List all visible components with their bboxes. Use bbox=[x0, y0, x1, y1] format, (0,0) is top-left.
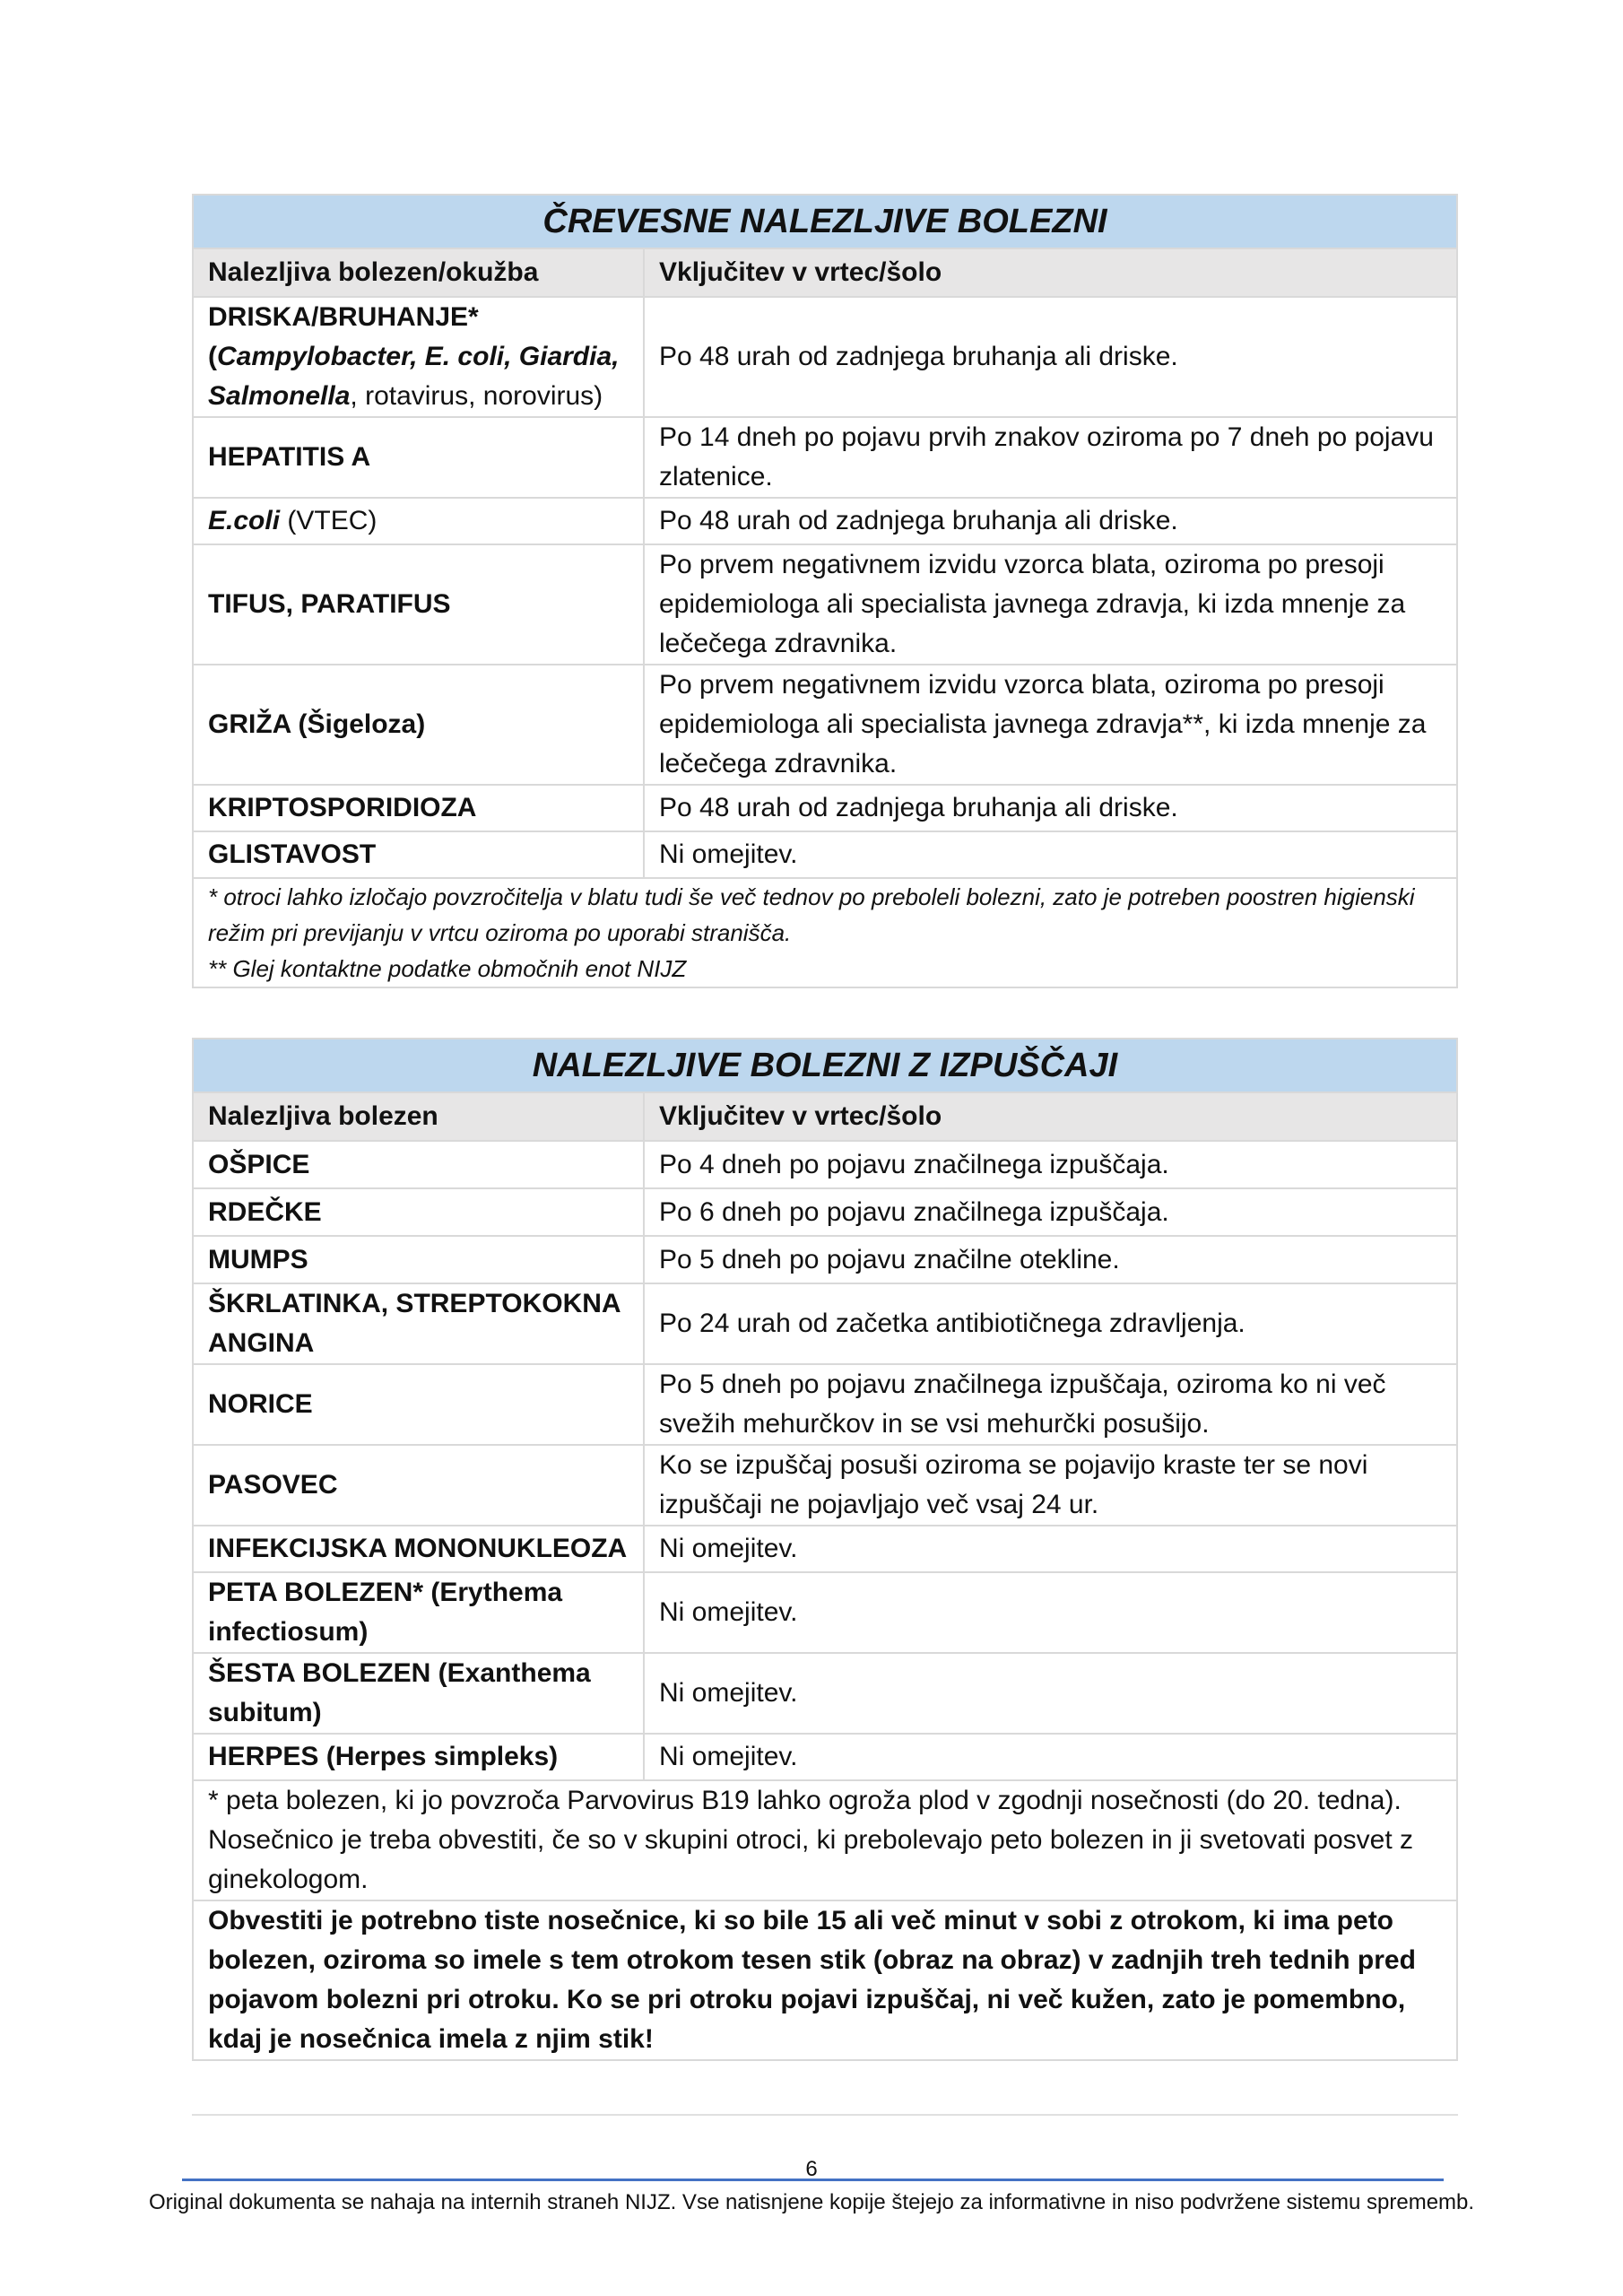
page-number: 6 bbox=[805, 2157, 818, 2181]
disease-name: OŠPICE bbox=[193, 1141, 644, 1188]
table-row bbox=[193, 1236, 1457, 1283]
disease-name: PETA BOLEZEN* (Erythema infectiosum) bbox=[193, 1572, 644, 1653]
disease-name: GLISTAVOST bbox=[193, 831, 644, 878]
table-row bbox=[193, 1734, 1457, 1780]
table-row bbox=[193, 498, 1457, 544]
inclusion-rule: Po prvem negativnem izvidu vzorca blata, oziroma po presoji epidemiologa ali specialista javnega zdravja, ki izda mnenje za lečečega zdravnika. bbox=[644, 544, 1457, 665]
table-row bbox=[193, 831, 1457, 878]
disease-name: MUMPS bbox=[193, 1236, 644, 1283]
table-row bbox=[193, 665, 1457, 785]
disease-name: INFEKCIJSKA MONONUKLEOZA bbox=[193, 1526, 644, 1572]
table-row bbox=[193, 785, 1457, 831]
column-header-disease: Nalezljiva bolezen/okužba bbox=[193, 248, 644, 297]
disease-name: E.coli (VTEC) bbox=[193, 498, 644, 544]
inclusion-rule: Ko se izpuščaj posuši oziroma se pojavijo kraste ter se novi izpuščaji ne pojavljajo več vsaj 24 ur. bbox=[644, 1445, 1457, 1526]
inclusion-rule: Po 48 urah od zadnjega bruhanja ali driske. bbox=[644, 498, 1457, 544]
inclusion-rule: Po 4 dneh po pojavu značilnega izpuščaja. bbox=[644, 1141, 1457, 1188]
inclusion-rule: Ni omejitev. bbox=[644, 831, 1457, 878]
disease-name: DRISKA/BRUHANJE* (Campylobacter, E. coli, Giardia, Salmonella, rotavirus, norovirus) bbox=[193, 297, 644, 417]
table-title: ČREVESNE NALEZLJIVE BOLEZNI bbox=[193, 195, 1457, 248]
table-rash-diseases bbox=[192, 1038, 1458, 2061]
footnote-1: * otroci lahko izločajo povzročitelja v blatu tudi še več tednov po preboleli bolezni, zato je potreben poostren higienski režim pri previjanju v vrtcu oziroma po uporabi stranišča. bbox=[208, 883, 1415, 946]
table-row bbox=[193, 417, 1457, 498]
table-row bbox=[193, 1572, 1457, 1653]
inclusion-rule: Po 6 dneh po pojavu značilnega izpuščaja. bbox=[644, 1188, 1457, 1236]
column-header-inclusion: Vključitev v vrtec/šolo bbox=[644, 1092, 1457, 1141]
table-row bbox=[193, 1653, 1457, 1734]
footnote: * peta bolezen, ki jo povzroča Parvovirus B19 lahko ogroža plod v zgodnji nosečnosti (do 20. tedna). Nosečnico je treba obvestiti, če so v skupini otroci, ki prebolevajo peto bolezen in ji svetovati posvet z ginekologom. bbox=[193, 1780, 1457, 1900]
inclusion-rule: Po 14 dneh po pojavu prvih znakov oziroma po 7 dneh po pojavu zlatenice. bbox=[644, 417, 1457, 498]
column-header-disease: Nalezljiva bolezen bbox=[193, 1092, 644, 1141]
inclusion-rule: Po 48 urah od zadnjega bruhanja ali driske. bbox=[644, 297, 1457, 417]
table-row bbox=[193, 1364, 1457, 1445]
inclusion-rule: Po 5 dneh po pojavu značilnega izpuščaja, oziroma ko ni več svežih mehurčkov in se vsi mehurčki posušijo. bbox=[644, 1364, 1457, 1445]
disease-name: ŠESTA BOLEZEN (Exanthema subitum) bbox=[193, 1653, 644, 1734]
table-warning-row bbox=[193, 1900, 1457, 2060]
disease-name: PASOVEC bbox=[193, 1445, 644, 1526]
table-row bbox=[193, 1283, 1457, 1364]
table-row bbox=[193, 1526, 1457, 1572]
disease-name: KRIPTOSPORIDIOZA bbox=[193, 785, 644, 831]
table-intestinal-diseases bbox=[192, 194, 1458, 988]
pregnancy-warning: Obvestiti je potrebno tiste nosečnice, ki so bile 15 ali več minut v sobi z otrokom, ki ima peto bolezen, oziroma so imele s tem otrokom tesen stik (obraz na obraz) v zadnjih treh tednih pred pojavom bolezni pri otroku. Ko se pri otroku pojavi izpuščaj, ni več kužen, zato je pomembno, kdaj je nosečnica imela z njim stik! bbox=[193, 1900, 1457, 2060]
disease-name: TIFUS, PARATIFUS bbox=[193, 544, 644, 665]
table-row bbox=[193, 544, 1457, 665]
footer-separator bbox=[192, 2114, 1458, 2116]
inclusion-rule: Ni omejitev. bbox=[644, 1734, 1457, 1780]
footer-rule bbox=[182, 2179, 1444, 2181]
table-row bbox=[193, 1188, 1457, 1236]
table-title: NALEZLJIVE BOLEZNI Z IZPUŠČAJI bbox=[193, 1039, 1457, 1092]
table-row bbox=[193, 297, 1457, 417]
disease-name: RDEČKE bbox=[193, 1188, 644, 1236]
disease-name: GRIŽA (Šigeloza) bbox=[193, 665, 644, 785]
inclusion-rule: Ni omejitev. bbox=[644, 1653, 1457, 1734]
disease-name: ŠKRLATINKA, STREPTOKOKNA ANGINA bbox=[193, 1283, 644, 1364]
footnote-2: ** Glej kontaktne podatke območnih enot NIJZ bbox=[208, 955, 687, 982]
inclusion-rule: Po 5 dneh po pojavu značilne otekline. bbox=[644, 1236, 1457, 1283]
inclusion-rule: Ni omejitev. bbox=[644, 1572, 1457, 1653]
table-row bbox=[193, 1445, 1457, 1526]
inclusion-rule: Po 48 urah od zadnjega bruhanja ali driske. bbox=[644, 785, 1457, 831]
disease-name: NORICE bbox=[193, 1364, 644, 1445]
column-header-inclusion: Vključitev v vrtec/šolo bbox=[644, 248, 1457, 297]
table-footnote-row bbox=[193, 1780, 1457, 1900]
footnote bbox=[193, 878, 1457, 987]
table-row bbox=[193, 1141, 1457, 1188]
inclusion-rule: Ni omejitev. bbox=[644, 1526, 1457, 1572]
footer-text: Original dokumenta se nahaja na internih straneh NIJZ. Vse natisnjene kopije štejejo za informativne in niso podvržene sistemu sprememb. bbox=[148, 2190, 1475, 2214]
disease-name: HEPATITIS A bbox=[193, 417, 644, 498]
table-footnote-row bbox=[193, 878, 1457, 987]
disease-name: HERPES (Herpes simpleks) bbox=[193, 1734, 644, 1780]
inclusion-rule: Po prvem negativnem izvidu vzorca blata, oziroma po presoji epidemiologa ali specialista javnega zdravja**, ki izda mnenje za lečečega zdravnika. bbox=[644, 665, 1457, 785]
inclusion-rule: Po 24 urah od začetka antibiotičnega zdravljenja. bbox=[644, 1283, 1457, 1364]
